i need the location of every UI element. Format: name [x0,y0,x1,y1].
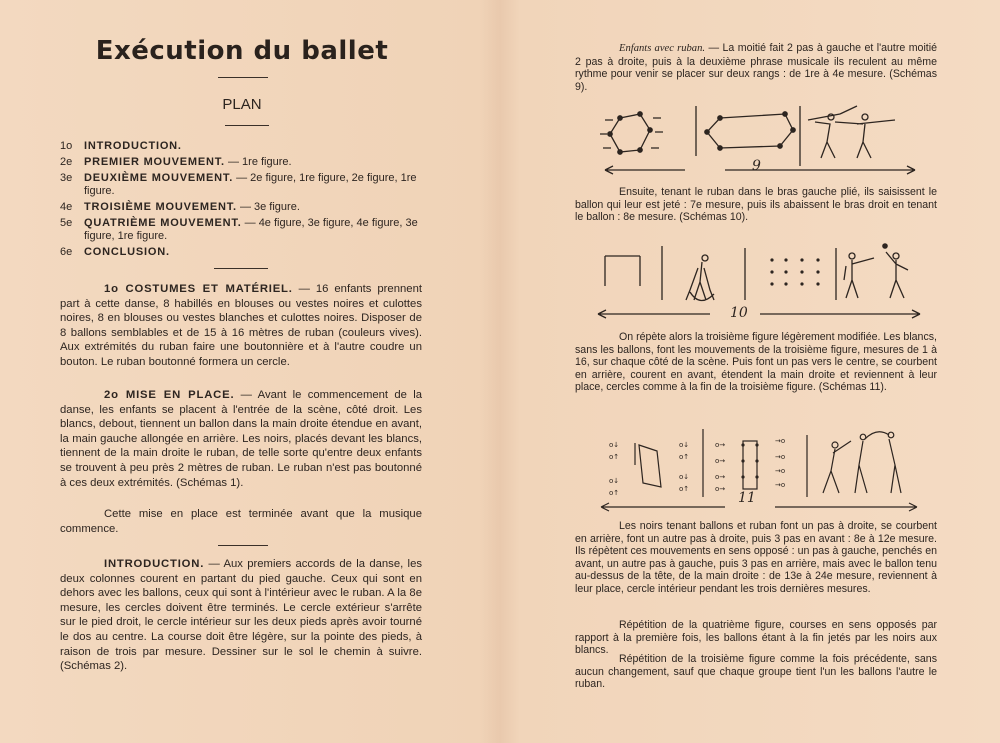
plan-item-detail: — 4e figure, 3e figure, 4e figure, 3e figure, 1re figure. [84,217,418,242]
svg-text:→o: →o [775,481,786,489]
plan-item-number: 2e [60,156,73,168]
plan-item-head: INTRODUCTION. [84,140,182,152]
svg-text:o→: o→ [715,473,726,481]
plan-end-rule [214,268,268,269]
svg-text:→o: →o [775,453,786,461]
svg-text:o↑: o↑ [679,485,690,493]
costumes-text: — 16 enfants prennent part à cette danse, 8 habillés en blouses ou vestes noires et culottes noires, 8 en blouses ou vestes blanches et culottes noires. Disposer de 8 ballons semblables et de 15 à 16 mètres de ruban (couleurs vives). Aux extrémités du ruban faire une boutonnière et à l'autre coudre un bouton. Le ruban boutonné formera un cercle. [60,283,422,368]
ruban-paragraph [575,42,937,93]
costumes-paragraph [60,282,422,370]
svg-text:o→: o→ [715,485,726,493]
ruban-heading: Enfants avec ruban. [619,43,706,54]
schema-10-label: 10 [730,305,748,321]
svg-text:o↓: o↓ [609,477,620,485]
schema-11-figure [595,425,925,517]
svg-text:o↓: o↓ [679,473,690,481]
section-rule [218,545,268,546]
plan-item-number: 5e [60,217,73,229]
title-rule [218,77,268,78]
troisieme-figure-paragraph: On répète alors la troisième figure légèrement modifiée. Les blancs, sans les ballons, font les mouvements de la troisième figure, mesures de 1 à 16, sur chaque côté de la scène. Puis font un pas vers le centre, se courbent en arrière, courent en avant, étendent la main droite et reviennent à leur place, cercles comme à la fin de la troisième figure. (Schémas 11). [575,331,937,394]
plan-item-head: DEUXIÈME MOUVEMENT. [84,172,234,184]
mise-en-place-paragraph [60,388,422,490]
repetition-4-paragraph: Répétition de la quatrième figure, courses en sens opposés par rapport à la première fois, les ballons étant à la fin jetés par les noirs aux blancs. [575,619,937,657]
ballon-paragraph: Ensuite, tenant le ruban dans le bras gauche plié, ils saisissent le ballon qui leur est jeté : 7e mesure, puis ils abaissent le bras droit en tenant le ballon : 8e mesure. (Schémas 10). [575,186,937,224]
ruban-text: — La moitié fait 2 pas à gauche et l'autre moitié 2 pas à droite, puis à la deuxième phrase musicale ils reculent au même rythme pour venir se placer sur deux rangs : de 1re à 4e mesure. (Schémas 9). [575,42,937,93]
plan-item [60,156,422,169]
plan-item [60,201,422,214]
mise-en-place-text: — Avant le commencement de la danse, les enfants se placent à l'entrée de la scène, côté droit. Les blancs, debout, tiennent un ballon dans la main droite étendue en avant, la main gauche allongée en arrière. Les noirs, placés devant les blancs, tiennent de la main droite le ruban, de telle sorte qu'entre deux enfants se trouvent à peu près 2 mètres de ruban. Le ruban n'est pas boutonné à ces deux extrémités. (Schémas 1). [60,389,422,489]
plan-item-head: QUATRIÈME MOUVEMENT. [84,217,242,229]
svg-text:→o: →o [775,437,786,445]
svg-text:o→: o→ [715,441,726,449]
plan-rule [225,125,269,126]
plan-heading: PLAN [222,96,262,113]
schema-9-label: 9 [752,158,761,174]
plan-list [60,140,422,262]
plan-item-head: PREMIER MOUVEMENT. [84,156,225,168]
mise-en-place-heading: 2o MISE EN PLACE. [104,389,235,401]
introduction-text: — Aux premiers accords de la danse, les deux colonnes courent en partant du pied gauche. Ceux qui sont en dehors avec les ballons, ceux qui sont à l'intérieur avec le ruban. A la 8e mesure, les cercles doivent être terminés. Le cercle extérieur s'arrête sur le pied droit, le cercle intérieur sur les deux pieds après avoir tourné le dos au centre. La course doit être légère, sur la pointe des pieds, à raison de trois par mesure. Dessiner sur le sol le chemin à suivre. (Schémas 2). [60,558,422,673]
svg-text:o↑: o↑ [609,453,620,461]
plan-item-number: 4e [60,201,73,213]
page-title: Exécution du ballet [95,36,389,66]
mise-en-place-end: Cette mise en place est terminée avant que la musique commence. [60,508,422,535]
plan-item [60,246,422,259]
plan-item [60,140,422,153]
introduction-heading: INTRODUCTION. [104,558,205,570]
plan-item-number: 3e [60,172,73,184]
schema-10-figure [590,240,930,322]
introduction-paragraph [60,557,422,674]
svg-text:→o: →o [775,467,786,475]
plan-item-detail: — 2e figure, 1re figure, 2e figure, 1re figure. [84,172,417,197]
plan-item [60,172,422,198]
noirs-paragraph: Les noirs tenant ballons et ruban font un pas à droite, se courbent en arrière, font un autre pas à droite, puis 3 pas en avant : 8e à 12e mesure. Ils répètent ces mouvements en sens opposé : un pas à gauche, penchés en avant, un autre pas à gauche, puis 3 pas en arrière, mais avec le ballon tenu au-dessus de la tête, de la main droite : de 13e à 24e mesure, reviennent à leur place, cercle intérieur pendant les trois dernières mesures. [575,520,937,595]
costumes-heading: 1o COSTUMES ET MATÉRIEL. [104,283,293,295]
plan-item-number: 1o [60,140,73,152]
repetition-3-paragraph: Répétition de la troisième figure comme la fois précédente, sans aucun changement, sauf que chaque groupe tient l'un les ballons l'autre le ruban. [575,653,937,691]
schema-11-label: 11 [738,490,756,506]
plan-item-detail: — 3e figure. [236,201,300,213]
svg-text:o→: o→ [715,457,726,465]
plan-item [60,217,422,243]
plan-item-number: 6e [60,246,73,258]
plan-item-head: CONCLUSION. [84,246,170,258]
svg-text:o↑: o↑ [609,489,620,497]
plan-item-head: TROISIÈME MOUVEMENT. [84,201,237,213]
svg-text:o↑: o↑ [679,453,690,461]
svg-text:o↓: o↓ [679,441,690,449]
svg-text:o↓: o↓ [609,441,620,449]
plan-item-detail: — 1re figure. [224,156,292,168]
